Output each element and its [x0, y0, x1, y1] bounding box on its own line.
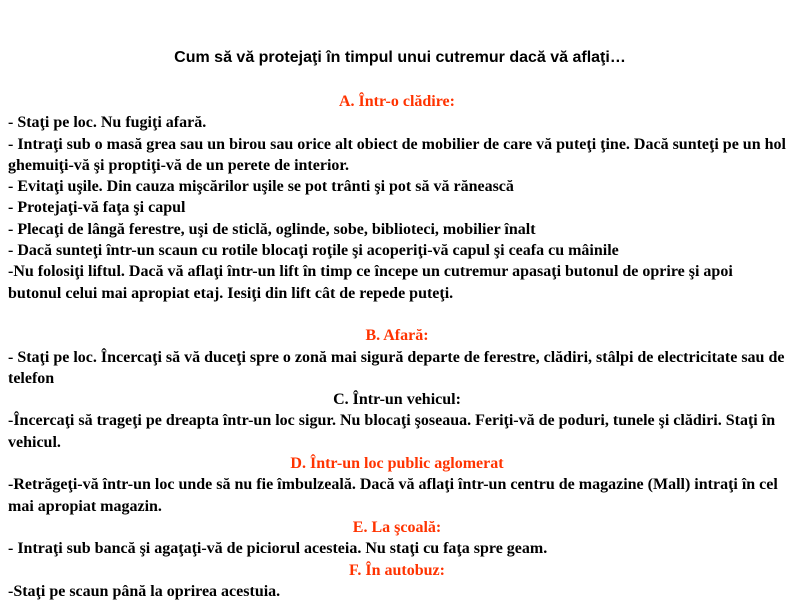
paragraph-line: - Evitaţi uşile. Din cauza mişcărilor uşile se pot trânti şi pot să vă rănească [8, 178, 514, 196]
paragraph-line: - Intraţi sub o masă grea sau un birou sau orice alt obiect de mobilier de care vă puteţi ţine. Dacă sunteţi pe un hol ghemuiţi-vă şi proptiţi-vă de un perete de interior. [8, 135, 786, 174]
section-heading-a: A. Într-o clădire: [339, 93, 455, 110]
paragraph-line: - Staţi pe loc. Încercaţi să vă duceţi spre o zonă mai sigură departe de ferestre, clădiri, stâlpi de electricitate sau de telefon [8, 348, 785, 387]
paragraph-line: - Intraţi sub bancă şi agaţaţi-vă de piciorul acesteia. Nu staţi cu faţa spre geam. [8, 540, 548, 558]
paragraph-line: -Staţi pe scaun până la oprirea acestuia. [8, 582, 281, 600]
document-body [8, 91, 786, 600]
paragraph-line: -Nu folosiţi liftul. Dacă vă aflaţi într-un lift în timp ce începe un cutremur apasaţi butonul de oprire şi apoi butonul celui mai apropiat etaj. Iesiţi din lift cât de repede puteţi. [8, 263, 733, 302]
paragraph-line: - Plecaţi de lângă ferestre, uşi de sticlă, oglinde, sobe, biblioteci, mobilier înalt [8, 220, 536, 238]
page-title: Cum să vă protejaţi în timpul unui cutremur dacă vă aflaţi… [174, 49, 626, 66]
paragraph-line: -Încercaţi să trageţi pe dreapta într-un loc sigur. Nu blocaţi şoseaua. Feriţi-vă de poduri, tunele şi clădiri. Staţi în vehicul. [8, 412, 776, 451]
paragraph-line: - Protejaţi-vă faţa şi capul [8, 199, 186, 217]
section-heading-e: E. La şcoală: [352, 518, 442, 536]
paragraph-line: -Retrăgeţi-vă într-un loc unde să nu fie îmbulzeală. Dacă vă aflaţi într-un centru de magazine (Mall) intraţi în cel mai apropiat magazin. [8, 476, 778, 515]
section-heading-d: D. Într-un loc public aglomerat [290, 455, 504, 473]
paragraph-line: - Dacă sunteţi într-un scaun cu rotile blocaţi roţile şi acoperiţi-vă capul şi ceafa cu mâinile [8, 242, 619, 260]
section-heading-b: B. Afară: [365, 327, 429, 345]
section-heading-c: C. Într-un vehicul: [333, 391, 461, 409]
section-heading-f: F. În autobuz: [349, 561, 445, 579]
blank-line [8, 304, 786, 325]
paragraph-line: - Staţi pe loc. Nu fugiţi afară. [8, 114, 207, 132]
